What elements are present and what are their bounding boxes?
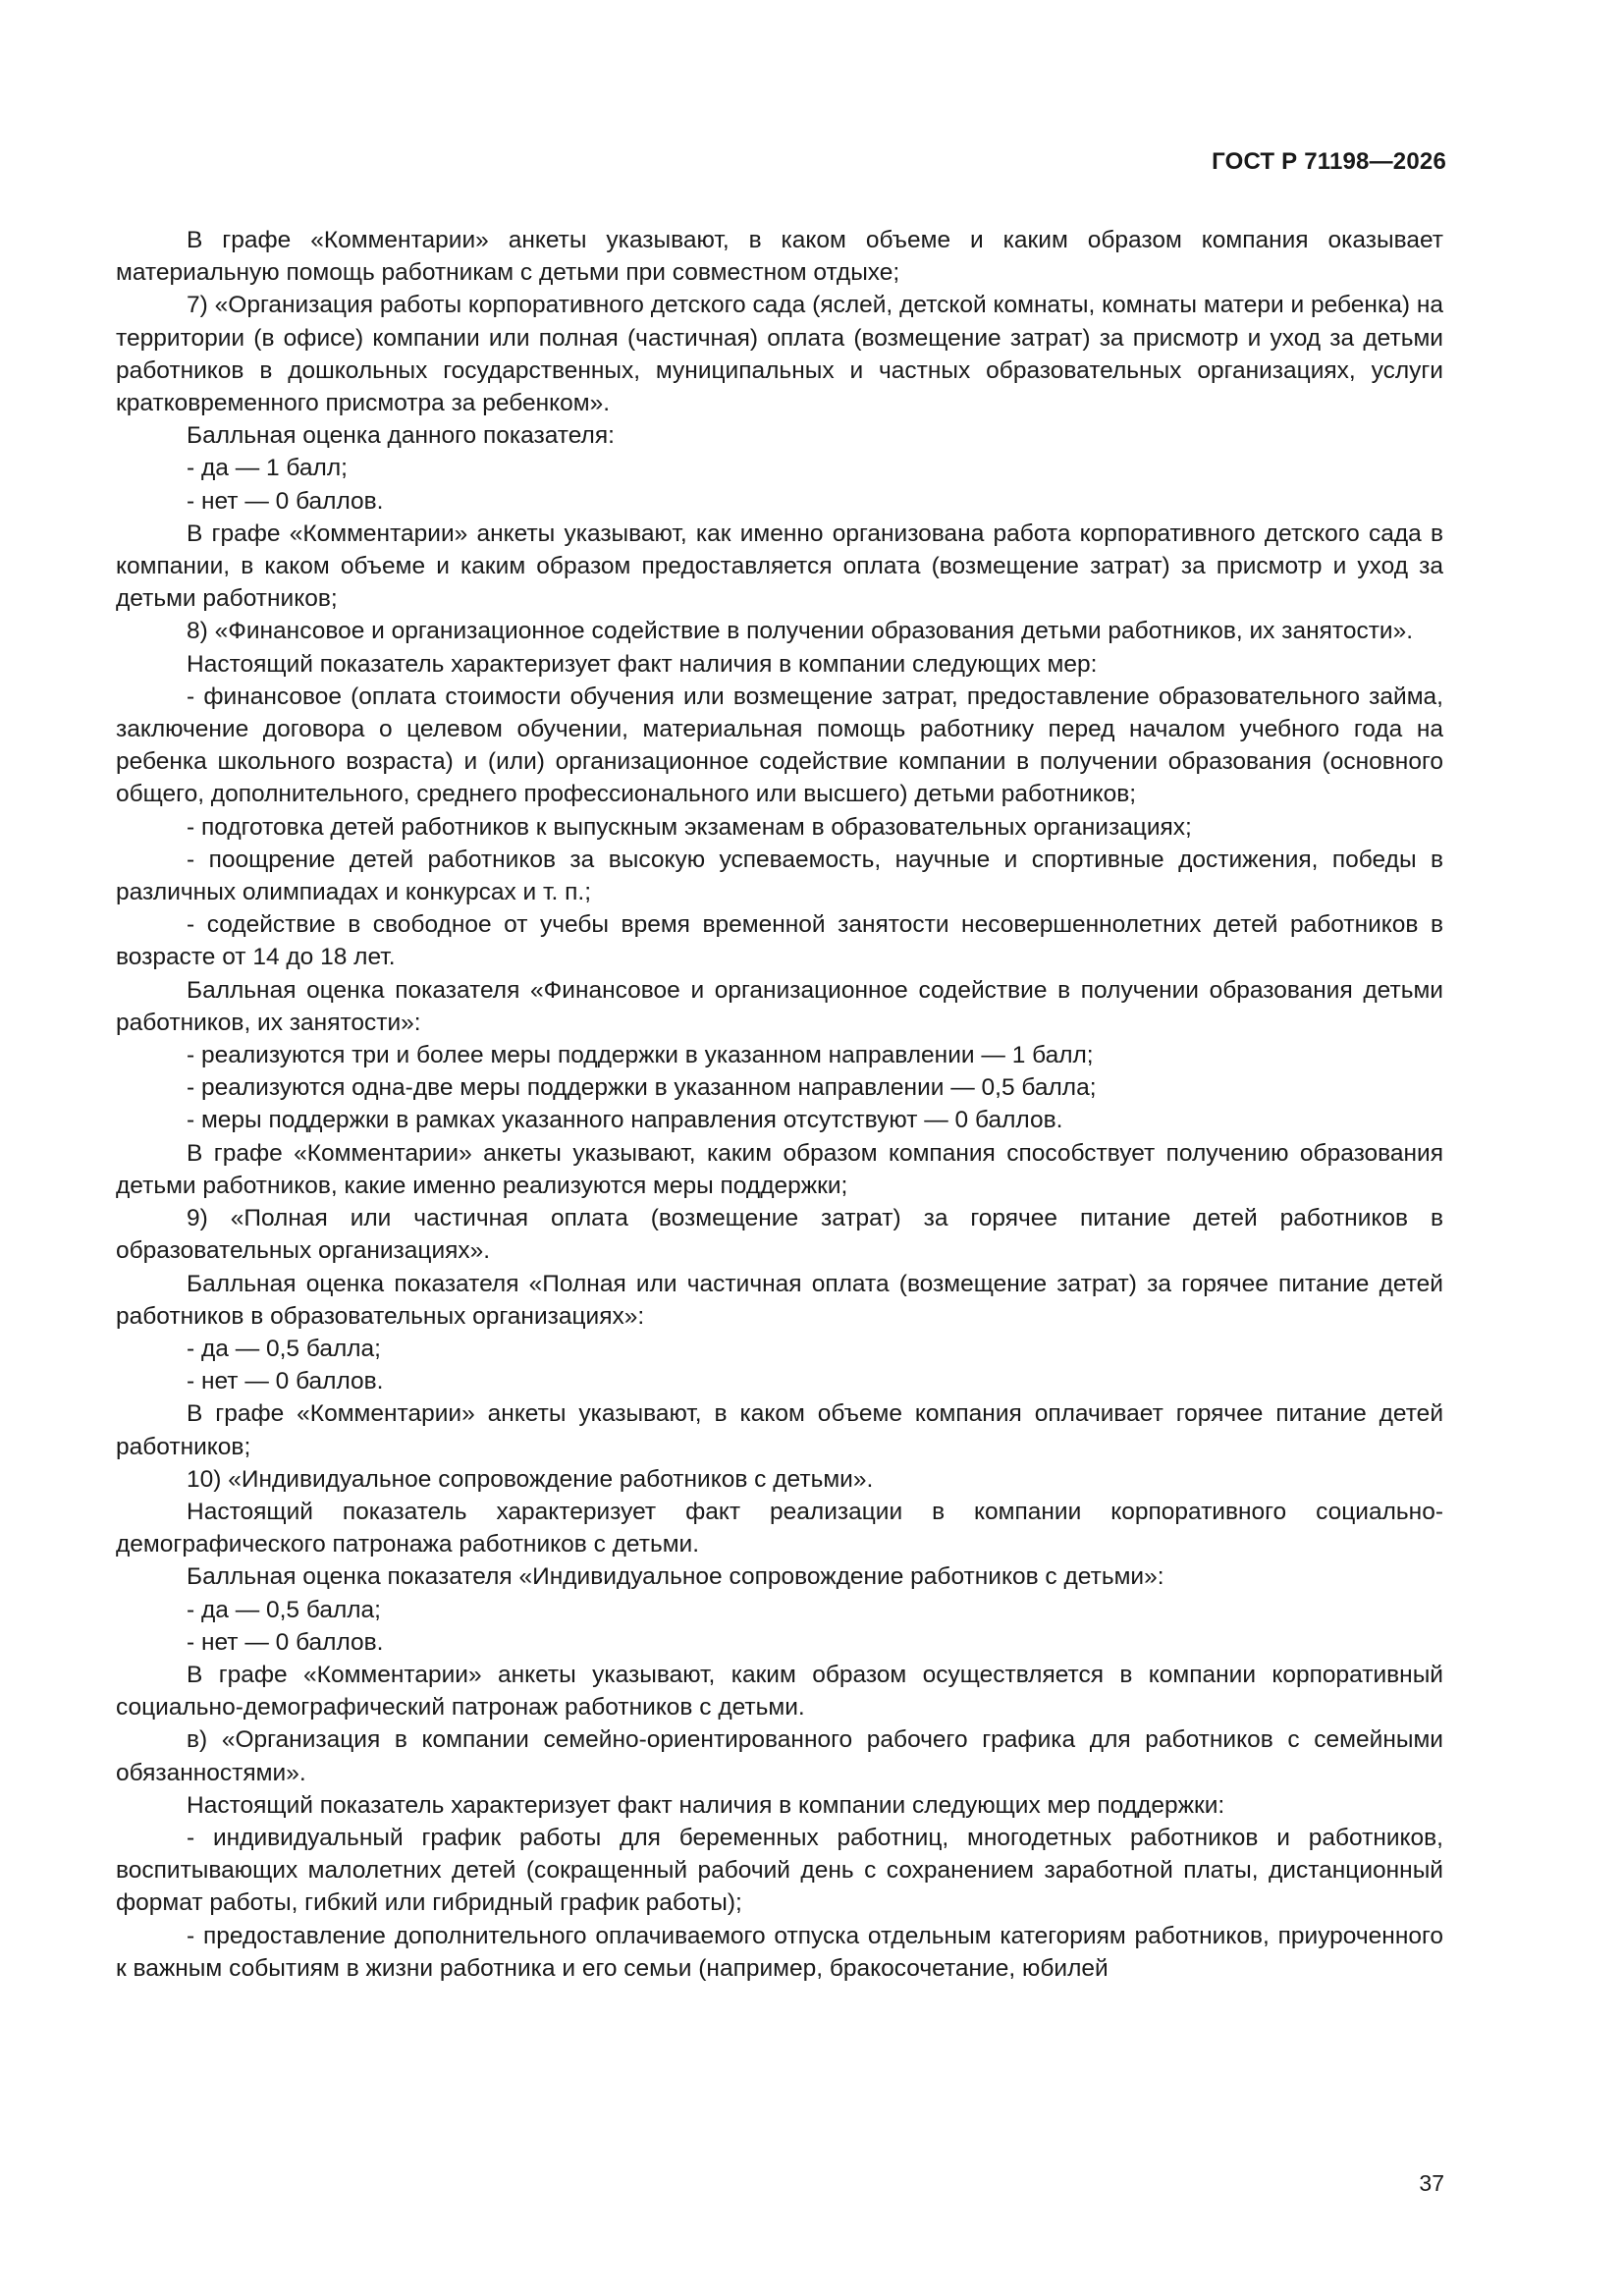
paragraph: - да — 0,5 балла; (187, 1596, 381, 1623)
paragraph: Настоящий показатель характеризует факт наличия в компании следующих мер поддержки: (187, 1791, 1225, 1819)
paragraph: В графе «Комментарии» анкеты указывают, как именно организована работа корпоративного детского сада в компании, в каком объеме и каким образом предоставляется оплата (возмещение затрат) за присмотр и уход за детьми работников; (116, 519, 1443, 613)
paragraph: Настоящий показатель характеризует факт наличия в компании следующих мер: (187, 650, 1098, 678)
paragraph: - нет — 0 баллов. (187, 1628, 384, 1656)
paragraph: Настоящий показатель характеризует факт реализации в компании корпоративного социально-демографического патронажа работников с детьми. (116, 1498, 1443, 1558)
paragraph: В графе «Комментарии» анкеты указывают, каким образом компания способствует получению образования детьми работников, какие именно реализуются меры поддержки; (116, 1139, 1443, 1199)
paragraph: - содействие в свободное от учебы время временной занятости несовершеннолетних детей работников в возрасте от 14 до 18 лет. (116, 911, 1443, 971)
paragraph: - да — 1 балл; (187, 455, 348, 482)
paragraph: В графе «Комментарии» анкеты указывают, каким образом осуществляется в компании корпоративный социально-демографический патронаж работников с детьми. (116, 1661, 1443, 1722)
paragraph: - индивидуальный график работы для беременных работниц, многодетных работников и работников, воспитывающих малолетних детей (сокращенный рабочий день с сохранением заработной платы, дистанционный формат работы, гибкий или гибридный график работы); (116, 1824, 1443, 1917)
paragraph: - подготовка детей работников к выпускным экзаменам в образовательных организациях; (187, 813, 1192, 841)
paragraph: в) «Организация в компании семейно-ориентированного рабочего графика для работников с семейными обязанностями». (116, 1726, 1443, 1786)
paragraph: В графе «Комментарии» анкеты указывают, в каком объеме и каким образом компания оказывает материальную помощь работникам с детьми при совместном отдыхе; (116, 227, 1443, 287)
page-number: 37 (1419, 2170, 1444, 2196)
paragraph: 8) «Финансовое и организационное содействие в получении образования детьми работников, их занятости». (187, 618, 1414, 645)
paragraph: 7) «Организация работы корпоративного детского сада (яслей, детской комнаты, комнаты матери и ребенка) на территории (в офисе) компании или полная (частичная) оплата (возмещение затрат) за присмотр и уход за детьми работников в дошкольных государственных, муниципальных и частных образовательных организациях, услуги кратковременного присмотра за ребенком». (116, 292, 1443, 417)
document-code: ГОСТ Р 71198—2026 (1212, 148, 1446, 175)
paragraph: - нет — 0 баллов. (187, 487, 384, 515)
paragraph: 9) «Полная или частичная оплата (возмещение затрат) за горячее питание детей работников в образовательных организациях». (116, 1205, 1443, 1265)
paragraph: 10) «Индивидуальное сопровождение работников с детьми». (187, 1465, 874, 1493)
paragraph: - реализуются три и более меры поддержки в указанном направлении — 1 балл; (187, 1042, 1094, 1069)
paragraph: Балльная оценка показателя «Индивидуальное сопровождение работников с детьми»: (187, 1563, 1164, 1591)
paragraph: - предоставление дополнительного оплачиваемого отпуска отдельным категориям работников, приуроченного к важным событиям в жизни работника и его семьи (например, бракосочетание, юбилей (116, 1922, 1443, 1982)
paragraph: Балльная оценка показателя «Финансовое и организационное содействие в получении образования детьми работников, их занятости»: (116, 976, 1443, 1036)
paragraph: - меры поддержки в рамках указанного направления отсутствуют — 0 баллов. (187, 1107, 1063, 1134)
paragraph: - да — 0,5 балла; (187, 1335, 381, 1362)
document-body (116, 224, 1443, 1985)
paragraph: - поощрение детей работников за высокую успеваемость, научные и спортивные достижения, победы в различных олимпиадах и конкурсах и т. п.; (116, 846, 1443, 906)
paragraph: - финансовое (оплата стоимости обучения или возмещение затрат, предоставление образовательного займа, заключение договора о целевом обучении, материальная помощь работнику перед началом учебного года на ребенка школьного возраста) и (или) организационное содействие компании в получении образования (основного общего, дополнительного, среднего профессионального или высшего) детьми работников; (116, 683, 1443, 808)
paragraph: Балльная оценка показателя «Полная или частичная оплата (возмещение затрат) за горячее питание детей работников в образовательных организациях»: (116, 1270, 1443, 1330)
paragraph: Балльная оценка данного показателя: (187, 422, 615, 450)
paragraph: В графе «Комментарии» анкеты указывают, в каком объеме компания оплачивает горячее питание детей работников; (116, 1400, 1443, 1460)
paragraph: - реализуются одна-две меры поддержки в указанном направлении — 0,5 балла; (187, 1074, 1097, 1102)
paragraph: - нет — 0 баллов. (187, 1368, 384, 1395)
